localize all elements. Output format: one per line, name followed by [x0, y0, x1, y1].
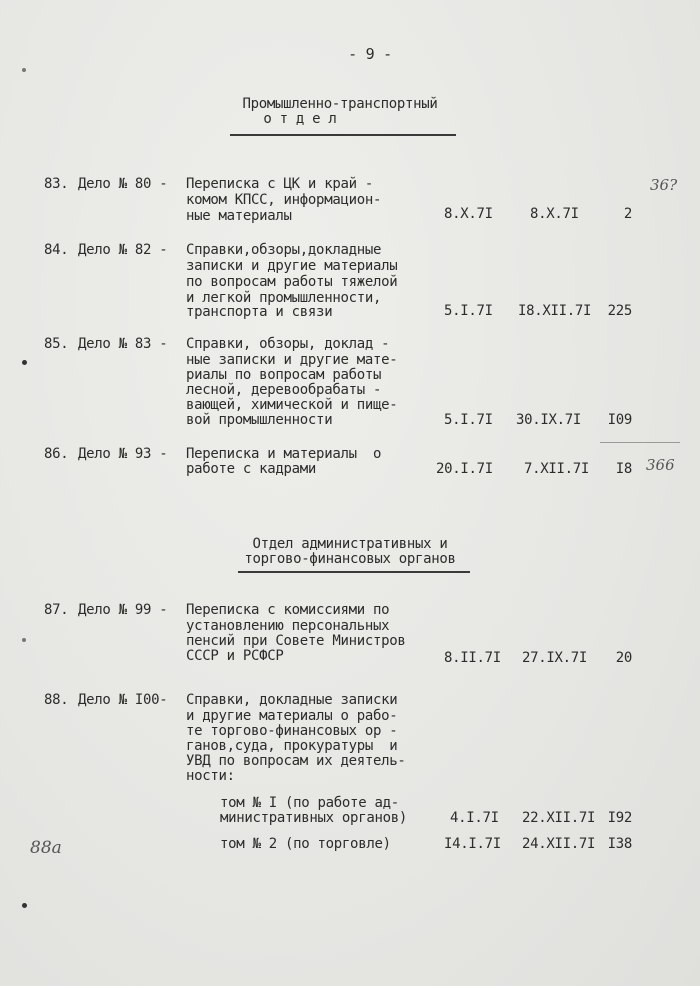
- handwritten-note-3: 88а: [30, 838, 62, 858]
- entry-number: 88.: [44, 692, 69, 708]
- entry-desc-line: те торгово-финансовых ор -: [186, 723, 398, 739]
- entry-desc-line: СССР и РСФСР: [186, 648, 284, 664]
- binding-mark: [22, 360, 27, 365]
- entry-ref: Дело № 82 -: [78, 242, 168, 258]
- entry-desc-line: установлению персональных: [186, 618, 390, 634]
- entry-desc-line: Переписка с ЦК и край -: [186, 176, 373, 192]
- volume-sheet-count: I38: [607, 836, 632, 852]
- entry-ref: Дело № 99 -: [78, 602, 168, 618]
- entry-desc-line: Переписка с комиссиями по: [186, 602, 390, 618]
- entry-sheet-count: I8: [615, 461, 632, 477]
- entry-desc-line: записки и другие материалы: [186, 258, 398, 274]
- volume-end-date: 22.XII.7I: [522, 810, 596, 826]
- volume-start-date: 4.I.7I: [450, 810, 499, 826]
- entry-sheet-count: I09: [607, 412, 632, 428]
- entry-desc-line: комом КПСС, информацион-: [186, 192, 382, 208]
- entry-ref: Дело № 83 -: [78, 336, 168, 352]
- entry-desc-line: вающей, химической и пище-: [186, 397, 398, 413]
- volume-sheet-count: I92: [607, 810, 632, 826]
- entry-desc-line: ные записки и другие мате-: [186, 352, 398, 368]
- entry-ref: Дело № I00-: [78, 692, 168, 708]
- entry-desc-line: транспорта и связи: [186, 304, 333, 320]
- entry-end-date: I8.XII.7I: [518, 303, 592, 319]
- entry-start-date: 8.II.7I: [444, 650, 501, 666]
- section-heading-2-line2: торгово-финансовых органов: [244, 551, 456, 567]
- entry-start-date: 5.I.7I: [444, 303, 493, 319]
- entry-number: 86.: [44, 446, 69, 462]
- entry-desc-line: вой промышленности: [186, 412, 333, 428]
- entry-desc-line: лесной, деревообрабаты -: [186, 382, 382, 398]
- entry-start-date: 8.X.7I: [444, 206, 493, 222]
- entry-desc-line: пенсий при Совете Министров: [186, 633, 406, 649]
- entry-ref: Дело № 93 -: [78, 446, 168, 462]
- entry-number: 85.: [44, 336, 69, 352]
- volume-desc-line: том № I (по работе ад-: [220, 795, 399, 811]
- entry-end-date: 7.XII.7I: [524, 461, 590, 477]
- entry-desc-line: работе с кадрами: [186, 461, 317, 477]
- entry-end-date: 27.IX.7I: [522, 650, 588, 666]
- binding-mark: [22, 68, 26, 72]
- entry-ref: Дело № 80 -: [78, 176, 168, 192]
- page-number: - 9 -: [348, 45, 392, 63]
- volume-desc-line: том № 2 (по торговле): [220, 836, 391, 852]
- entry-end-date: 30.IX.7I: [516, 412, 582, 428]
- volume-desc-line: министративных органов): [220, 810, 407, 826]
- entry-start-date: 20.I.7I: [436, 461, 493, 477]
- section-underline-2: [238, 571, 470, 573]
- section-heading-1-line2: о т д е л: [263, 111, 337, 127]
- handwritten-note-1: 36?: [650, 176, 678, 194]
- entry-desc-line: ности:: [186, 768, 235, 784]
- entry-sheet-count: 20: [615, 650, 632, 666]
- entry-desc-line: и другие материалы о рабо-: [186, 708, 398, 724]
- entry-sheet-count: 2: [623, 206, 632, 222]
- entry-desc-line: Справки, докладные записки: [186, 692, 398, 708]
- handwritten-note-2: 366: [646, 456, 675, 474]
- section-underline-1: [230, 134, 456, 136]
- binding-mark: [22, 638, 26, 642]
- margin-rule: [600, 442, 680, 443]
- entry-desc-line: ные материалы: [186, 208, 292, 224]
- entry-number: 84.: [44, 242, 69, 258]
- volume-end-date: 24.XII.7I: [522, 836, 596, 852]
- entry-desc-line: Справки,обзоры,докладные: [186, 242, 382, 258]
- entry-desc-line: по вопросам работы тяжелой: [186, 274, 398, 290]
- volume-start-date: I4.I.7I: [444, 836, 501, 852]
- entry-end-date: 8.X.7I: [530, 206, 579, 222]
- binding-mark: [22, 903, 27, 908]
- section-heading-2-line1: Отдел административных и: [252, 536, 448, 552]
- entry-desc-line: Справки, обзоры, доклад -: [186, 336, 390, 352]
- entry-desc-line: ганов,суда, прокуратуры и: [186, 738, 398, 754]
- entry-start-date: 5.I.7I: [444, 412, 493, 428]
- entry-desc-line: Переписка и материалы о: [186, 446, 382, 462]
- entry-sheet-count: 225: [607, 303, 632, 319]
- entry-desc-line: УВД по вопросам их деятель-: [186, 753, 406, 769]
- entry-desc-line: риалы по вопросам работы: [186, 367, 382, 383]
- entry-desc-line: и легкой промышленности,: [186, 290, 382, 306]
- section-heading-1-line1: Промышленно-транспортный: [242, 96, 438, 112]
- entry-number: 83.: [44, 176, 69, 192]
- entry-number: 87.: [44, 602, 69, 618]
